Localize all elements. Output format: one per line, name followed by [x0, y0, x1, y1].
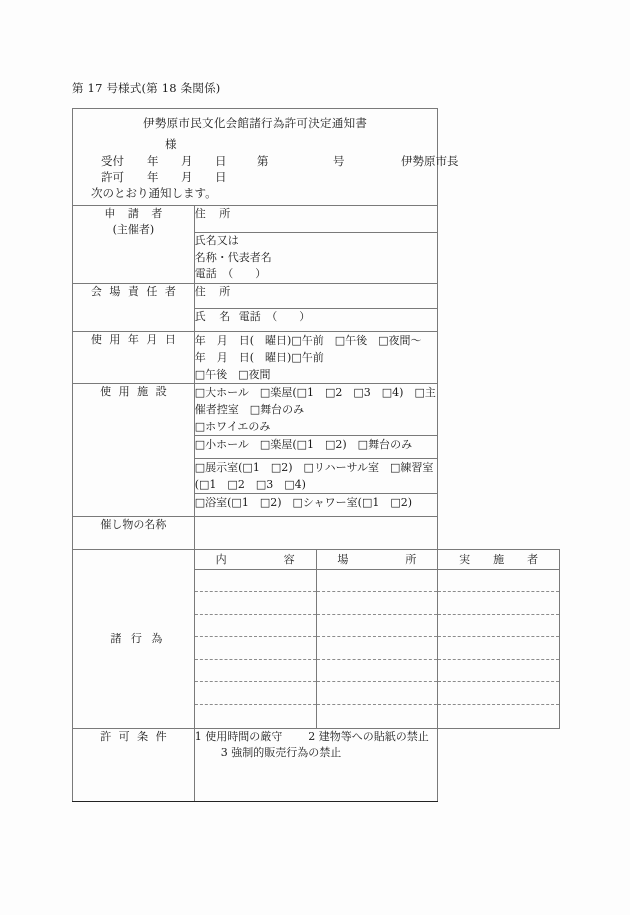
- permission-year: 年: [147, 169, 159, 184]
- facility-option-bath[interactable]: [194, 493, 438, 516]
- usage-date-value-cell[interactable]: [194, 331, 438, 383]
- applicant-name-label-line1: 氏名又は: [194, 234, 239, 247]
- activity-cell-operator[interactable]: [438, 570, 559, 593]
- activity-cell-operator[interactable]: [438, 682, 559, 705]
- venue-manager-label-cell: [73, 283, 195, 331]
- activity-cell-place[interactable]: [317, 615, 438, 638]
- activity-cell-content[interactable]: [195, 660, 316, 683]
- notice-line: 次のとおり通知します。: [91, 186, 217, 200]
- activity-cell-content[interactable]: [195, 592, 316, 615]
- activities-content-column[interactable]: [194, 569, 316, 728]
- conditions-row: [73, 728, 560, 801]
- usage-date-line1: 年 月 日( 曜日)□午前 □午後 □夜間～ 年 月 日( 曜日)□午前: [194, 333, 433, 364]
- applicant-label-main: 申 請 者: [104, 207, 167, 220]
- facilities-row-1: [73, 383, 560, 435]
- permission-label: 許可: [101, 169, 124, 184]
- facility-large-hall-line1: □大ホール □楽屋(□1 □2 □3 □4) □主催者控室 □舞台のみ: [194, 385, 436, 416]
- activity-cell-content[interactable]: [195, 682, 316, 705]
- venue-manager-address-label: 住 所: [194, 284, 236, 298]
- venue-manager-label: 会 場 責 任 者: [90, 284, 178, 298]
- activities-place-rows: [317, 570, 438, 728]
- facility-small-hall-line1: □小ホール □楽屋(□1 □2) □舞台のみ: [194, 437, 413, 451]
- applicant-address-row: [73, 206, 560, 233]
- venue-manager-tel-label: 電話 （ ）: [238, 309, 311, 323]
- activity-cell-content[interactable]: [195, 705, 316, 728]
- number-prefix: 第: [257, 154, 269, 168]
- activity-cell-operator[interactable]: [438, 705, 559, 728]
- venue-manager-name-label: 氏 名: [194, 309, 236, 323]
- issuer: 伊勢原市長: [401, 154, 459, 168]
- applicant-name-cell[interactable]: [194, 233, 438, 284]
- usage-date-label: 使 用 年 月 日: [90, 332, 178, 346]
- activity-cell-content[interactable]: [195, 637, 316, 660]
- condition-item-1: 1 使用時間の厳守: [194, 729, 283, 743]
- conditions-label-cell: [73, 728, 195, 801]
- reception-line: [101, 154, 459, 170]
- event-name-row: [73, 516, 560, 549]
- activity-cell-place[interactable]: [317, 637, 438, 660]
- event-name-label-cell: [73, 516, 195, 549]
- facilities-label-cell: [73, 383, 195, 516]
- activity-cell-operator[interactable]: [438, 615, 559, 638]
- applicant-label-cell: [73, 206, 195, 284]
- event-name-label: 催し物の名称: [100, 517, 167, 531]
- facility-option-large-hall[interactable]: [194, 383, 438, 435]
- applicant-address-cell[interactable]: [194, 206, 438, 233]
- venue-manager-name-cell[interactable]: [194, 308, 438, 331]
- activities-content-rows: [195, 570, 316, 728]
- reception-permission-block: [101, 154, 459, 185]
- activity-cell-place[interactable]: [317, 570, 438, 593]
- activities-place-column[interactable]: [316, 569, 438, 728]
- activities-header-row: [73, 549, 560, 569]
- activity-cell-content[interactable]: [195, 570, 316, 593]
- applicant-name-label-line2: 名称・代表者名: [194, 250, 272, 264]
- activity-cell-content[interactable]: [195, 615, 316, 638]
- activity-cell-operator[interactable]: [438, 660, 559, 683]
- activity-cell-operator[interactable]: [438, 637, 559, 660]
- activities-column-header-content: 内 容: [194, 549, 316, 569]
- permission-day: 日: [215, 169, 227, 184]
- reception-year: 年: [147, 154, 159, 168]
- activities-column-header-operator: 実 施 者: [438, 549, 560, 569]
- facility-bath-line1: □浴室(□1 □2) □シャワー室(□1 □2): [194, 495, 413, 509]
- event-name-value-cell[interactable]: [194, 516, 438, 549]
- conditions-value-cell[interactable]: [194, 728, 438, 801]
- reception-day: 日: [215, 154, 227, 168]
- reception-label: 受付: [101, 154, 124, 168]
- facility-exhibition-line1: □展示室(□1 □2) □リハーサル室 □練習室(□1 □2 □3 □4): [194, 460, 434, 491]
- activity-cell-place[interactable]: [317, 705, 438, 728]
- facilities-label: 使 用 施 設: [100, 384, 169, 398]
- venue-manager-address-cell[interactable]: [194, 283, 438, 308]
- form-number: 第 17 号様式(第 18 条関係): [72, 81, 221, 95]
- permit-notification-form: [72, 108, 560, 802]
- activity-cell-operator[interactable]: [438, 592, 559, 615]
- condition-item-2: 2 建物等への貼紙の禁止: [308, 729, 429, 743]
- permission-line: [101, 170, 459, 186]
- usage-date-line2: □午後 □夜間: [194, 367, 271, 381]
- activities-column-header-place: 場 所: [316, 549, 438, 569]
- facility-large-hall-line2: □ホワイエのみ: [194, 419, 271, 433]
- usage-date-label-cell: [73, 331, 195, 383]
- activity-cell-place[interactable]: [317, 682, 438, 705]
- activity-cell-place[interactable]: [317, 660, 438, 683]
- activity-cell-place[interactable]: [317, 592, 438, 615]
- activities-operator-rows: [438, 570, 559, 728]
- applicant-address-label: 住 所: [194, 207, 236, 220]
- form-header-cell: [73, 109, 459, 206]
- number-suffix: 号: [333, 154, 345, 168]
- facility-option-small-hall[interactable]: [194, 435, 438, 458]
- addressee-honorific: 様: [165, 137, 177, 151]
- activities-label-cell: [73, 549, 195, 728]
- activities-label: 諸 行 為: [110, 631, 166, 645]
- form-header-row: [73, 109, 560, 206]
- permission-month: 月: [181, 169, 193, 184]
- applicant-tel-label: 電話 （ ）: [194, 267, 267, 280]
- venue-manager-address-row: [73, 283, 560, 308]
- facility-option-exhibition[interactable]: [194, 458, 438, 493]
- document-title: 伊勢原市民文化会館諸行為許可決定通知書: [143, 116, 368, 130]
- conditions-label: 許 可 条 件: [100, 729, 169, 743]
- applicant-label-sub: (主催者): [112, 222, 155, 236]
- condition-item-3: 3 強制的販売行為の禁止: [220, 746, 342, 760]
- usage-date-row: [73, 331, 560, 383]
- activities-operator-column[interactable]: [438, 569, 560, 728]
- reception-month: 月: [181, 154, 193, 168]
